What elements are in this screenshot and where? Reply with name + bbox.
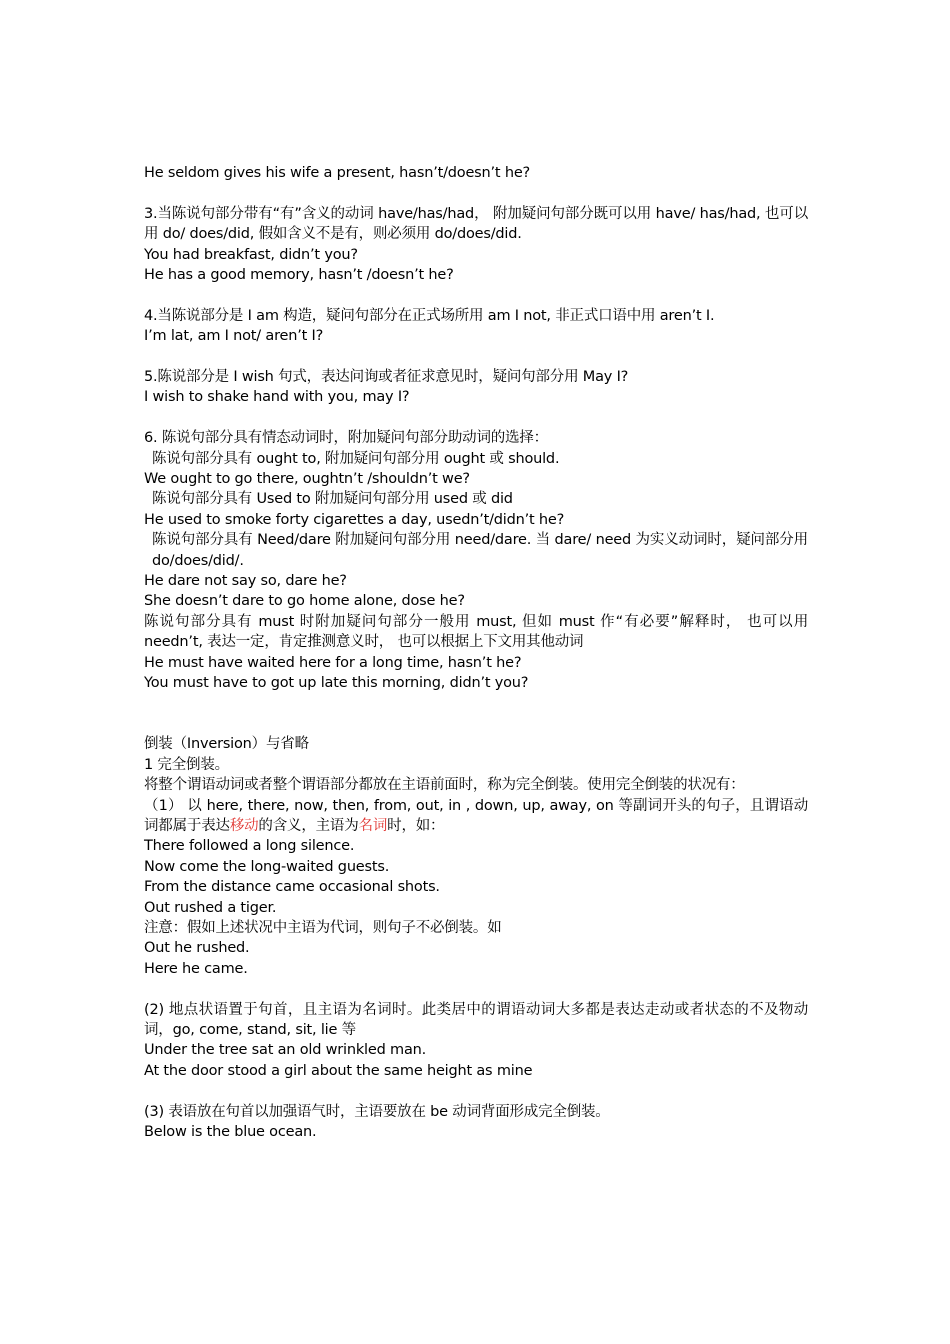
text-line: Under the tree sat an old wrinkled man. bbox=[144, 1042, 427, 1059]
text-line: 6. 陈说句部分具有情态动词时，附加疑问句部分助动词的选择： bbox=[144, 430, 548, 447]
text-line: 4.当陈说部分是 I am 构造，疑问句部分在正式场所用 am I not, 非正式口语中用 aren’t I. bbox=[144, 307, 715, 324]
paragraph bbox=[144, 796, 808, 837]
text-line: You had breakfast, didn’t you? bbox=[144, 246, 358, 263]
text-line: Out he rushed. bbox=[144, 940, 250, 957]
text-line: 注意：假如上述状况中主语为代词，则句子不必倒装。如 bbox=[144, 919, 502, 936]
text-line: I’m lat, am I not/ aren’t I? bbox=[144, 328, 324, 345]
text-line: Below is the blue ocean. bbox=[144, 1123, 317, 1140]
blank-line bbox=[144, 347, 808, 367]
paragraph: 将整个谓语动词或者整个谓语部分都放在主语前面时，称为完全倒装。使用完全倒装的状况有： bbox=[144, 777, 745, 794]
text-line: He dare not say so, dare he? bbox=[144, 573, 347, 590]
text-line: He has a good memory, hasn’t /doesn’t he? bbox=[144, 267, 454, 284]
text-line: He used to smoke forty cigarettes a day, usedn’t/didn’t he? bbox=[144, 511, 565, 528]
blank-line bbox=[144, 285, 808, 305]
blank-line bbox=[144, 183, 808, 203]
text-run: 的含义，主语为 bbox=[258, 817, 359, 834]
text-run: 时，如： bbox=[387, 817, 445, 834]
text-line: (3) 表语放在句首以加强语气时，主语要放在 be 动词背面形成完全倒装。 bbox=[144, 1103, 610, 1120]
text-line: 陈说句部分具有 ought to, 附加疑问句部分用 ought 或 should. bbox=[152, 450, 560, 467]
paragraph: (2) 地点状语置于句首，且主语为名词时。此类居中的谓语动词大多都是表达走动或者状态的不及物动词，go, come, stand, sit, lie 等 bbox=[144, 1001, 808, 1038]
text-line: We ought to go there, oughtn’t /shouldn’t we? bbox=[144, 471, 470, 488]
section-heading: 倒装（Inversion）与省略 bbox=[144, 736, 309, 753]
blank-line bbox=[144, 979, 808, 999]
paragraph: 陈说句部分具有 must 时附加疑问句部分一般用 must, 但如 must 作“有必要”解释时， 也可以用 needn’t, 表达一定，肯定推测意义时， 也可以根据上下文用其他动词 bbox=[144, 613, 808, 651]
subsection-heading: 1 完全倒装。 bbox=[144, 756, 229, 773]
text-line: He must have waited here for a long time, hasn’t he? bbox=[144, 654, 522, 671]
highlight-text: 名词 bbox=[358, 817, 388, 834]
text-line: Here he came. bbox=[144, 960, 248, 977]
text-line: 5.陈说部分是 I wish 句式，表达问询或者征求意见时，疑问句部分用 May I? bbox=[144, 369, 629, 386]
text-line: You must have to got up late this morning, didn’t you? bbox=[144, 675, 529, 692]
blank-line bbox=[144, 1081, 808, 1101]
blank-line bbox=[144, 408, 808, 428]
paragraph: 3.当陈说句部分带有“有”含义的动词 have/has/had， 附加疑问句部分既可以用 have/ has/had, 也可以用 do/ does/did, 假如含义不是有，则必须用 do/does/did. bbox=[144, 205, 808, 243]
highlight-text: 移动 bbox=[229, 817, 259, 834]
blank-line bbox=[144, 694, 808, 735]
text-line: From the distance came occasional shots. bbox=[144, 879, 440, 896]
text-line: 陈说句部分具有 Used to 附加疑问句部分用 used 或 did bbox=[152, 491, 513, 508]
text-line: He seldom gives his wife a present, hasn’t/doesn’t he? bbox=[144, 165, 531, 181]
paragraph: 陈说句部分具有 Need/dare 附加疑问句部分用 need/dare. 当 dare/ need 为实义动词时，疑问部分用 do/does/did/. bbox=[152, 532, 808, 569]
text-line: There followed a long silence. bbox=[144, 838, 355, 855]
document-body bbox=[144, 163, 808, 1142]
text-line: Now come the long-waited guests. bbox=[144, 858, 390, 875]
text-run: （1） 以 here, there, now, then, from, out, in , down, up, away, on 等副词开头的句子，且谓语动词都属于表达 bbox=[144, 797, 808, 834]
text-line: At the door stood a girl about the same height as mine bbox=[144, 1062, 533, 1079]
text-line: Out rushed a tiger. bbox=[144, 899, 277, 916]
text-line: I wish to shake hand with you, may I? bbox=[144, 389, 410, 406]
text-line: She doesn’t dare to go home alone, dose he? bbox=[144, 593, 465, 610]
